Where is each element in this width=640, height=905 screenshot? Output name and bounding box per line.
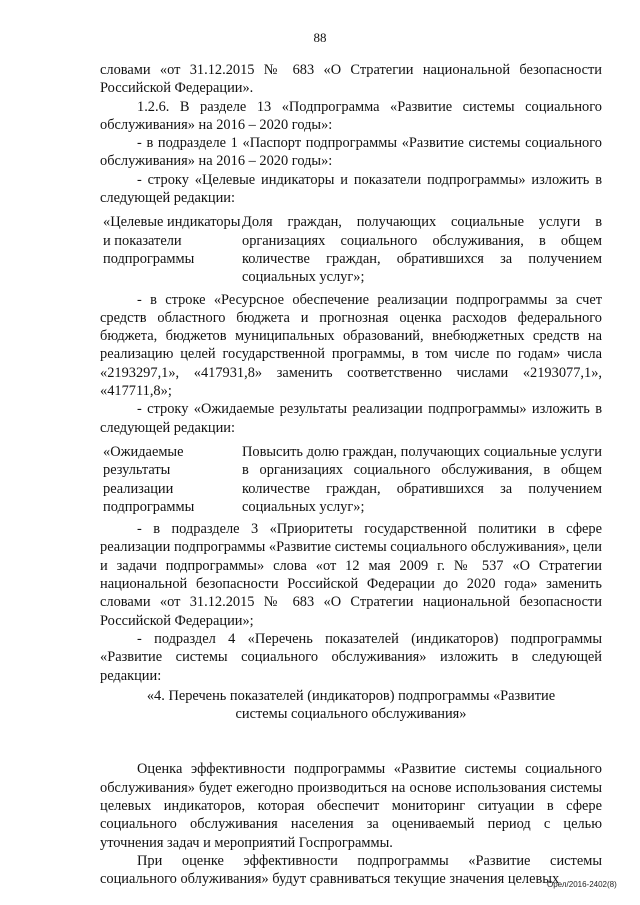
results-label: «Ожидаемые результаты реализации подпрограммы [103,443,195,515]
paragraph-3: - в подразделе 1 «Паспорт подпрограммы «Развитие системы социального обслуживания» на 2016 – 2020 годы»: [100,135,602,170]
targets-label: «Целевые индикаторы и показатели подпрограммы [103,214,241,267]
section-heading: «4. Перечень показателей (индикаторов) подпрограммы «Развитие системы социального обслуживания» [146,687,556,723]
page-number: 88 [313,30,327,45]
paragraph-4: - строку «Целевые индикаторы и показатели подпрограммы» изложить в следующей редакции: [100,171,602,207]
paragraph-9: Оценка эффективности подпрограммы «Развитие системы социального обслуживания» будет ежегодно производиться на основе использования системы целевых индикаторов, которая обеспечит мониторинг ситуации в сфере социального обслуживания населения за оцениваемый период с целью уточнения задач и мероприятий Госпрограммы. [100,761,602,851]
targets-value: Доля граждан, получающих социальные услуги в организациях социального обслуживания, в общем количестве граждан, обратившихся за получением социальных услуг»; [242,214,602,286]
results-row [100,443,602,516]
paragraph-2: 1.2.6. В разделе 13 «Подпрограмма «Развитие системы социального обслуживания» на 2016 – 2020 годы»: [100,98,602,133]
paragraph-8: - подраздел 4 «Перечень показателей (индикаторов) подпрограммы «Развитие системы социального обслуживания» изложить в следующей редакции: [100,630,602,684]
spacer [100,723,602,760]
targets-row [100,213,602,286]
paragraph-10: При оценке эффективности подпрограммы «Развитие системы социального облуживания» будут сравниваться текущие значения целевых [100,852,602,888]
paragraph-5: - в строке «Ресурсное обеспечение реализации подпрограммы за счет средств областного бюджета и прогнозная оценка расходов федерального бюджета, бюджетов муниципальных образований, внебюджетных средств на реализацию целей государственной программы, в том числе по годам» числа «2193297,1», «417931,8» заменить соответственно числами «2193077,1», «417711,8»; [100,291,602,400]
footer-code: Орел/2016-2402(8) [547,880,617,889]
paragraph-1: словами «от 31.12.2015 № 683 «О Стратегии национальной безопасности Российской Федерации». [100,62,602,97]
results-value: Повысить долю граждан, получающих социальные услуги в организациях социального обслуживания, в общем количестве граждан, обратившихся за получением социальных услуг»; [242,443,602,515]
paragraph-6: - строку «Ожидаемые результаты реализации подпрограммы» изложить в следующей редакции: [100,401,602,436]
document-body [100,61,602,888]
paragraph-7: - в подразделе 3 «Приоритеты государственной политики в сфере реализации подпрограммы «Развитие системы социального обслуживания», цели и задачи подпрограммы» слова «от 12 мая 2009 г. № 537 «О Стратегии национальной безопасности Российской Федерации до 2020 года» заменить словами «от 31.12.2015 № 683 «О Стратегии национальной безопасности Российской Федерации»; [100,521,602,629]
